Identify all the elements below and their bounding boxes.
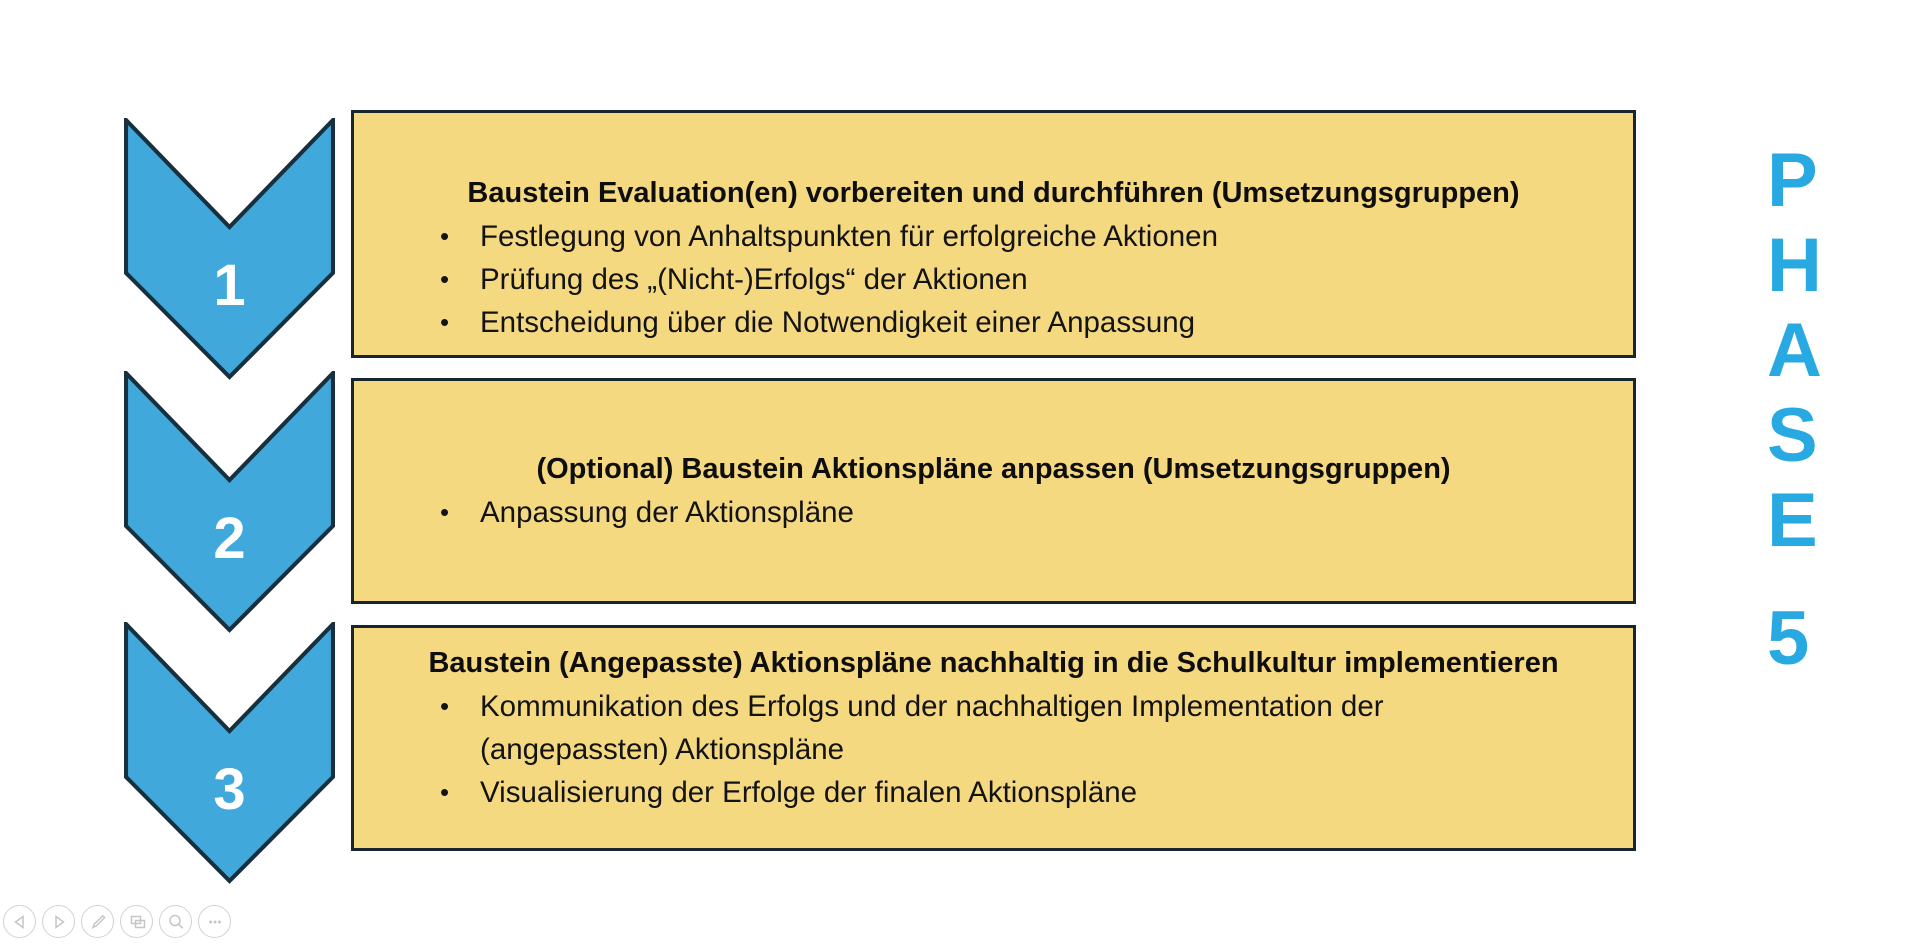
chevron-down-shape [124, 622, 335, 884]
zoom-icon [166, 912, 186, 932]
step-box-2 [351, 378, 1636, 604]
bullet-marker: • [440, 264, 450, 294]
pen-button[interactable] [81, 905, 114, 938]
bullet-marker: • [440, 307, 450, 337]
step-title: Baustein (Angepasste) Aktionspläne nachhaltig in die Schulkultur implementieren [428, 647, 1559, 679]
slideshow-toolbar [3, 905, 231, 938]
see-all-slides-button[interactable] [120, 905, 153, 938]
step-chevron-3 [124, 622, 335, 884]
more-options-button[interactable] [198, 905, 231, 938]
bullet-text: Festlegung von Anhaltspunkten für erfolgreiche Aktionen [480, 220, 1218, 253]
previous-slide-button[interactable] [3, 905, 36, 938]
step-box-3 [351, 625, 1636, 851]
bullet-text: Visualisierung der Erfolge der finalen Aktionspläne [480, 776, 1138, 809]
step-title: Baustein Evaluation(en) vorbereiten und durchführen (Umsetzungsgruppen) [467, 177, 1520, 209]
phase-label: PHASE [1767, 138, 1822, 563]
bullet-item [440, 685, 1593, 771]
step-number: 3 [213, 757, 246, 822]
step-chevron-1 [124, 118, 335, 380]
bullet-item [440, 491, 1593, 534]
step-number: 2 [213, 506, 246, 571]
bullet-list [354, 491, 1633, 534]
bullet-list [354, 215, 1633, 344]
next-slide-icon [49, 912, 69, 932]
bullet-marker: • [440, 691, 450, 721]
bullet-item [440, 258, 1593, 301]
previous-slide-icon [10, 912, 30, 932]
step-number: 1 [213, 253, 246, 318]
bullet-text: Anpassung der Aktionspläne [480, 496, 854, 529]
zoom-button[interactable] [159, 905, 192, 938]
step-title: (Optional) Baustein Aktionspläne anpassen (Umsetzungsgruppen) [536, 453, 1451, 485]
more-options-icon [205, 912, 225, 932]
bullet-item [440, 771, 1593, 814]
chevron-down-shape [124, 371, 335, 633]
bullet-marker: • [440, 777, 450, 807]
step-chevron-2 [124, 371, 335, 633]
chevron-down-shape [124, 118, 335, 380]
phase-number: 5 [1767, 596, 1810, 681]
bullet-item [440, 215, 1593, 258]
bullet-marker: • [440, 221, 450, 251]
bullet-text: Kommunikation des Erfolgs und der nachhaltigen Implementation der (angepassten) Aktionspläne [480, 690, 1384, 766]
pen-icon [88, 912, 108, 932]
next-slide-button[interactable] [42, 905, 75, 938]
step-box-1 [351, 110, 1636, 358]
see-all-slides-icon [127, 912, 147, 932]
bullet-text: Entscheidung über die Notwendigkeit einer Anpassung [480, 306, 1196, 339]
bullet-marker: • [440, 497, 450, 527]
bullet-text: Prüfung des „(Nicht-)Erfolgs“ der Aktionen [480, 263, 1028, 296]
bullet-item [440, 301, 1593, 344]
bullet-list [354, 685, 1633, 814]
